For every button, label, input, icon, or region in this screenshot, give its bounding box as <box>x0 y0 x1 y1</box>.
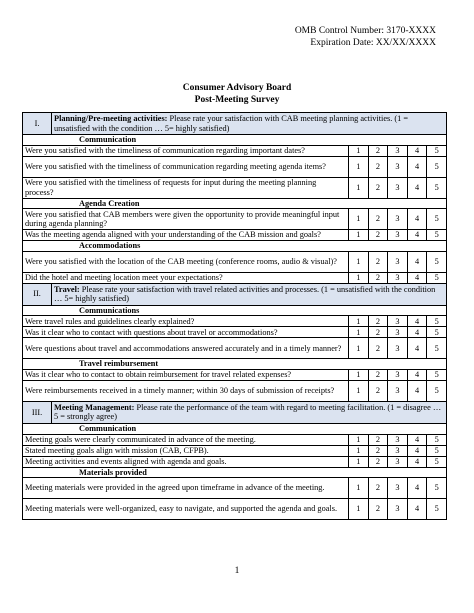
rating-option-3[interactable]: 3 <box>388 380 408 401</box>
survey-body <box>23 113 447 520</box>
rating-option-5[interactable]: 5 <box>427 209 447 230</box>
rating-option-1[interactable]: 1 <box>349 338 369 359</box>
question-text: Were you satisfied with the location of the CAB meeting (conference rooms, audio & visual)? <box>23 251 349 272</box>
rating-option-5[interactable]: 5 <box>427 380 447 401</box>
question-text: Were you satisfied that CAB members were given the opportunity to provide meaningful input during agenda planning? <box>23 209 349 230</box>
section-header <box>23 401 447 423</box>
rating-option-4[interactable]: 4 <box>407 327 427 338</box>
question-row <box>23 380 447 401</box>
subsection-title: Travel reimbursement <box>23 359 447 370</box>
rating-option-3[interactable]: 3 <box>388 230 408 241</box>
expiration-date: Expiration Date: XX/XX/XXXX <box>310 37 436 48</box>
rating-option-2[interactable]: 2 <box>368 177 388 198</box>
question-row <box>23 230 447 241</box>
rating-option-1[interactable]: 1 <box>349 230 369 241</box>
rating-option-1[interactable]: 1 <box>349 316 369 327</box>
rating-option-1[interactable]: 1 <box>349 327 369 338</box>
question-text: Were you satisfied with the timeliness of requests for input during the meeting planning process? <box>23 177 349 198</box>
rating-option-4[interactable]: 4 <box>407 316 427 327</box>
question-text: Meeting activities and events aligned with agenda and goals. <box>23 456 349 467</box>
rating-option-4[interactable]: 4 <box>407 478 427 499</box>
rating-option-5[interactable]: 5 <box>427 338 447 359</box>
subsection-title: Materials provided <box>23 467 447 478</box>
rating-option-1[interactable]: 1 <box>349 499 369 520</box>
rating-option-5[interactable]: 5 <box>427 156 447 177</box>
rating-option-1[interactable]: 1 <box>349 369 369 380</box>
rating-option-4[interactable]: 4 <box>407 177 427 198</box>
question-text: Were you satisfied with the timeliness of communication regarding meeting agenda items? <box>23 156 349 177</box>
rating-option-1[interactable]: 1 <box>349 380 369 401</box>
section-text: Please rate the performance of the team with regard to meeting facilitation. (1 = disagree … 5 = strongly agree) <box>54 402 442 422</box>
rating-option-2[interactable]: 2 <box>368 499 388 520</box>
question-text: Were you satisfied with the timeliness of communication regarding important dates? <box>23 145 349 156</box>
rating-option-2[interactable]: 2 <box>368 380 388 401</box>
rating-option-3[interactable]: 3 <box>388 177 408 198</box>
rating-option-2[interactable]: 2 <box>368 445 388 456</box>
rating-option-1[interactable]: 1 <box>349 209 369 230</box>
rating-option-3[interactable]: 3 <box>388 156 408 177</box>
rating-option-2[interactable]: 2 <box>368 251 388 272</box>
omb-header <box>295 26 436 49</box>
rating-option-3[interactable]: 3 <box>388 272 408 283</box>
rating-option-4[interactable]: 4 <box>407 499 427 520</box>
rating-option-1[interactable]: 1 <box>349 445 369 456</box>
rating-option-3[interactable]: 3 <box>388 209 408 230</box>
rating-option-4[interactable]: 4 <box>407 251 427 272</box>
rating-option-3[interactable]: 3 <box>388 434 408 445</box>
rating-option-3[interactable]: 3 <box>388 369 408 380</box>
rating-option-3[interactable]: 3 <box>388 251 408 272</box>
omb-control-number: OMB Control Number: 3170-XXXX <box>294 26 436 36</box>
rating-option-2[interactable]: 2 <box>368 434 388 445</box>
subsection-title: Communication <box>23 423 447 434</box>
rating-option-3[interactable]: 3 <box>388 445 408 456</box>
question-text: Meeting materials were well-organized, easy to navigate, and supported the agenda and goals. <box>23 499 349 520</box>
question-text: Were travel rules and guidelines clearly explained? <box>23 316 349 327</box>
survey-title <box>0 83 474 106</box>
rating-option-2[interactable]: 2 <box>368 145 388 156</box>
rating-option-1[interactable]: 1 <box>349 156 369 177</box>
rating-option-5[interactable]: 5 <box>427 369 447 380</box>
section-heading: Travel: <box>54 284 80 294</box>
section-text: Please rate your satisfaction with CAB meeting planning activities. (1 = unsatisfied with the condition … 5= highly satisfied) <box>54 113 409 133</box>
rating-option-5[interactable]: 5 <box>427 145 447 156</box>
rating-option-4[interactable]: 4 <box>407 338 427 359</box>
rating-option-4[interactable]: 4 <box>407 369 427 380</box>
rating-option-4[interactable]: 4 <box>407 209 427 230</box>
rating-option-4[interactable]: 4 <box>407 156 427 177</box>
rating-option-5[interactable]: 5 <box>427 272 447 283</box>
rating-option-2[interactable]: 2 <box>368 316 388 327</box>
rating-option-2[interactable]: 2 <box>368 456 388 467</box>
question-text: Did the hotel and meeting location meet your expectations? <box>23 272 349 283</box>
question-row <box>23 456 447 467</box>
rating-option-3[interactable]: 3 <box>388 499 408 520</box>
question-text: Was it clear who to contact with questions about travel or accommodations? <box>23 327 349 338</box>
rating-option-2[interactable]: 2 <box>368 338 388 359</box>
question-text: Were questions about travel and accommodations answered accurately and in a timely manner? <box>23 338 349 359</box>
question-text: Meeting goals were clearly communicated in advance of the meeting. <box>23 434 349 445</box>
rating-option-1[interactable]: 1 <box>349 456 369 467</box>
rating-option-1[interactable]: 1 <box>349 272 369 283</box>
question-row <box>23 478 447 499</box>
section-header <box>23 113 447 135</box>
rating-option-5[interactable]: 5 <box>427 327 447 338</box>
rating-option-3[interactable]: 3 <box>388 327 408 338</box>
rating-option-1[interactable]: 1 <box>349 177 369 198</box>
section-text: Please rate your satisfaction with travel related activities and processes. (1 = unsatisfied with the condition … 5= highly satisfied) <box>54 284 436 304</box>
section-numeral: II. <box>23 283 52 305</box>
section-numeral: I. <box>23 113 52 135</box>
rating-option-4[interactable]: 4 <box>407 445 427 456</box>
rating-option-1[interactable]: 1 <box>349 145 369 156</box>
subsection-header <box>23 359 447 370</box>
section-heading: Meeting Management: <box>54 402 135 412</box>
rating-option-1[interactable]: 1 <box>349 434 369 445</box>
subsection-title: Communications <box>23 305 447 316</box>
rating-option-1[interactable]: 1 <box>349 478 369 499</box>
question-row <box>23 499 447 520</box>
question-row <box>23 445 447 456</box>
page-number: 1 <box>234 566 240 576</box>
rating-option-3[interactable]: 3 <box>388 145 408 156</box>
subsection-header <box>23 467 447 478</box>
question-row <box>23 272 447 283</box>
subsection-header <box>23 305 447 316</box>
rating-option-3[interactable]: 3 <box>388 478 408 499</box>
rating-option-4[interactable]: 4 <box>407 230 427 241</box>
rating-option-2[interactable]: 2 <box>368 156 388 177</box>
section-header <box>23 283 447 305</box>
rating-option-2[interactable]: 2 <box>368 272 388 283</box>
subsection-header <box>23 198 447 209</box>
rating-option-5[interactable]: 5 <box>427 177 447 198</box>
question-row <box>23 316 447 327</box>
title-line-2: Post-Meeting Survey <box>194 94 280 105</box>
question-text: Stated meeting goals align with mission (CAB, CFPB). <box>23 445 349 456</box>
rating-option-5[interactable]: 5 <box>427 456 447 467</box>
rating-option-4[interactable]: 4 <box>407 272 427 283</box>
question-text: Were reimbursements received in a timely manner; within 30 days of submission of receipts? <box>23 380 349 401</box>
subsection-header <box>23 241 447 252</box>
subsection-title: Communication <box>23 135 447 146</box>
rating-option-5[interactable]: 5 <box>427 230 447 241</box>
rating-option-2[interactable]: 2 <box>368 230 388 241</box>
rating-option-1[interactable]: 1 <box>349 251 369 272</box>
rating-option-5[interactable]: 5 <box>427 251 447 272</box>
rating-option-5[interactable]: 5 <box>427 316 447 327</box>
rating-option-2[interactable]: 2 <box>368 327 388 338</box>
section-instructions <box>52 401 447 423</box>
rating-option-2[interactable]: 2 <box>368 369 388 380</box>
question-row <box>23 434 447 445</box>
question-text: Was it clear who to contact to obtain reimbursement for travel related expenses? <box>23 369 349 380</box>
section-instructions <box>52 283 447 305</box>
rating-option-5[interactable]: 5 <box>427 478 447 499</box>
rating-option-4[interactable]: 4 <box>407 456 427 467</box>
rating-option-4[interactable]: 4 <box>407 434 427 445</box>
rating-option-5[interactable]: 5 <box>427 434 447 445</box>
title-line-1: Consumer Advisory Board <box>182 83 292 93</box>
question-text: Meeting materials were provided in the agreed upon timeframe in advance of the meeting. <box>23 478 349 499</box>
rating-option-2[interactable]: 2 <box>368 209 388 230</box>
question-row <box>23 156 447 177</box>
subsection-title: Accommodations <box>23 241 447 252</box>
question-row <box>23 145 447 156</box>
rating-option-2[interactable]: 2 <box>368 478 388 499</box>
question-row <box>23 338 447 359</box>
survey-table <box>22 112 447 520</box>
question-row <box>23 251 447 272</box>
rating-option-5[interactable]: 5 <box>427 499 447 520</box>
question-row <box>23 369 447 380</box>
rating-option-4[interactable]: 4 <box>407 145 427 156</box>
question-row <box>23 209 447 230</box>
question-text: Was the meeting agenda aligned with your understanding of the CAB mission and goals? <box>23 230 349 241</box>
question-row <box>23 177 447 198</box>
subsection-header <box>23 423 447 434</box>
subsection-title: Agenda Creation <box>23 198 447 209</box>
subsection-header <box>23 135 447 146</box>
rating-option-4[interactable]: 4 <box>407 380 427 401</box>
question-row <box>23 327 447 338</box>
rating-option-3[interactable]: 3 <box>388 456 408 467</box>
rating-option-3[interactable]: 3 <box>388 316 408 327</box>
section-heading: Planning/Pre-meeting activities: <box>54 113 168 123</box>
section-instructions <box>52 113 447 135</box>
section-numeral: III. <box>23 401 52 423</box>
rating-option-3[interactable]: 3 <box>388 338 408 359</box>
rating-option-5[interactable]: 5 <box>427 445 447 456</box>
